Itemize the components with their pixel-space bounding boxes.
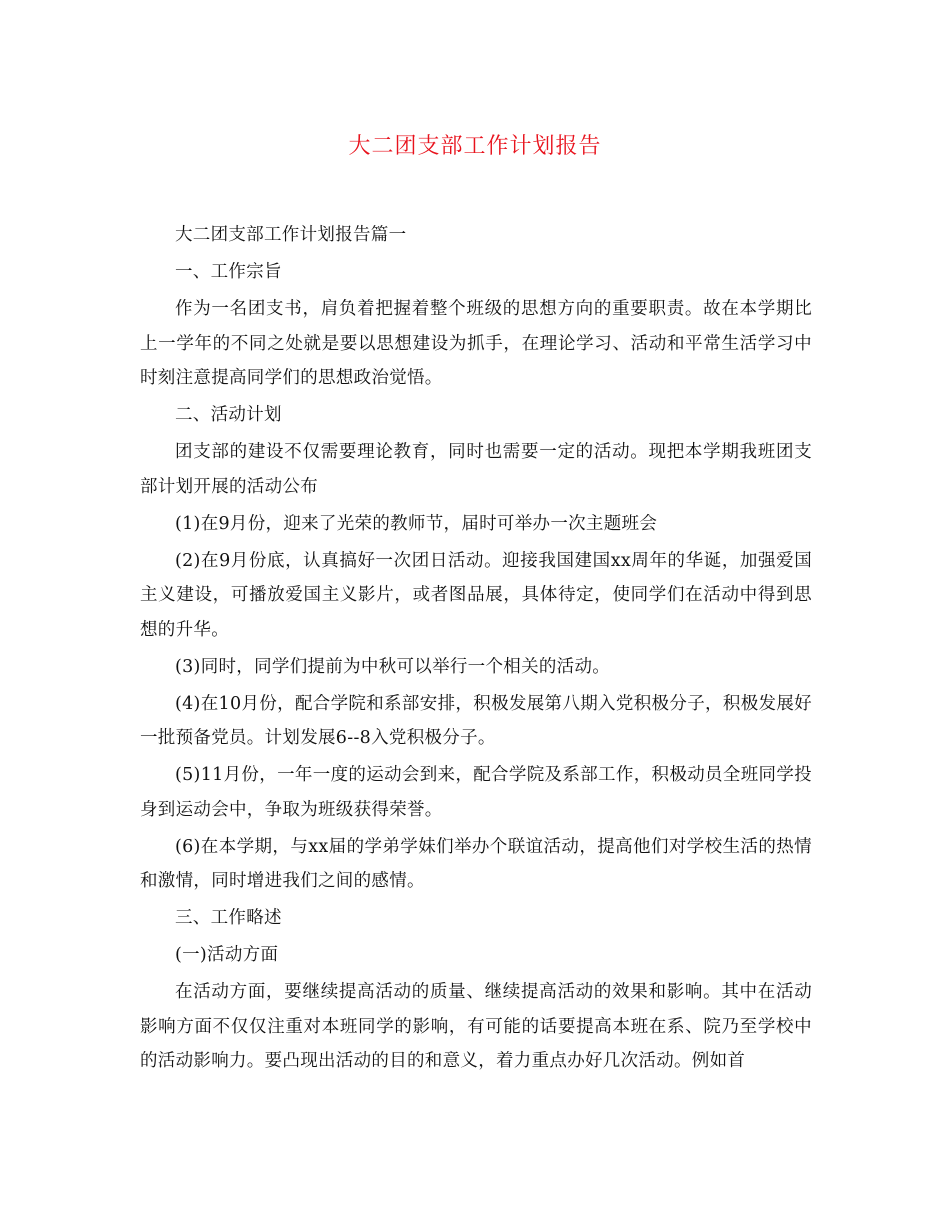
list-item: (6)在本学期，与xx届的学弟学妹们举办个联谊活动，提高他们对学校生活的热情和激情，同时增进我们之间的感情。 bbox=[140, 836, 812, 891]
paragraph: 团支部的建设不仅需要理论教育，同时也需要一定的活动。现把本学期我班团支部计划开展的活动公布 bbox=[140, 442, 812, 497]
paragraph-heading-purpose: 一、工作宗旨 bbox=[175, 262, 282, 282]
paragraph: 在活动方面，要继续提高活动的质量、继续提高活动的效果和影响。其中在活动影响方面不仅仅注重对本班同学的影响，有可能的话要提高本班在系、院乃至学校中的活动影响力。要凸现出活动的目的和意义，着力重点办好几次活动。例如首 bbox=[140, 982, 812, 1071]
paragraph: 作为一名团支书，肩负着把握着整个班级的思想方向的重要职责。故在本学期比上一学年的不同之处就是要以思想建设为抓手，在理论学习、活动和平常生活学习中时刻注意提高同学们的思想政治觉悟。 bbox=[140, 299, 812, 388]
list-item: (1)在9月份，迎来了光荣的教师节，届时可举办一次主题班会 bbox=[175, 513, 658, 534]
document-body bbox=[140, 218, 812, 1081]
document-title: 大二团支部工作计划报告 bbox=[348, 134, 602, 159]
list-item: (5)11月份，一年一度的运动会到来，配合学院及系部工作，积极动员全班同学投身到运动会中，争取为班级获得荣誉。 bbox=[140, 765, 812, 820]
paragraph-heading-overview: 三、工作略述 bbox=[175, 908, 282, 928]
list-item: (2)在9月份底，认真搞好一次团日活动。迎接我国建国xx周年的华诞，加强爱国主义建设，可播放爱国主义影片，或者图品展，具体待定，使同学们在活动中得到思想的升华。 bbox=[140, 550, 812, 640]
list-item: (4)在10月份，配合学院和系部安排，积极发展第八期入党积极分子，积极发展好一批预备党员。计划发展6--8入党积极分子。 bbox=[140, 693, 812, 748]
paragraph-heading-plan: 二、活动计划 bbox=[175, 405, 282, 425]
list-item: (3)同时，同学们提前为中秋可以举行一个相关的活动。 bbox=[175, 656, 611, 677]
paragraph-subheading: (一)活动方面 bbox=[175, 945, 279, 965]
paragraph-section-heading: 大二团支部工作计划报告篇一 bbox=[175, 225, 407, 245]
